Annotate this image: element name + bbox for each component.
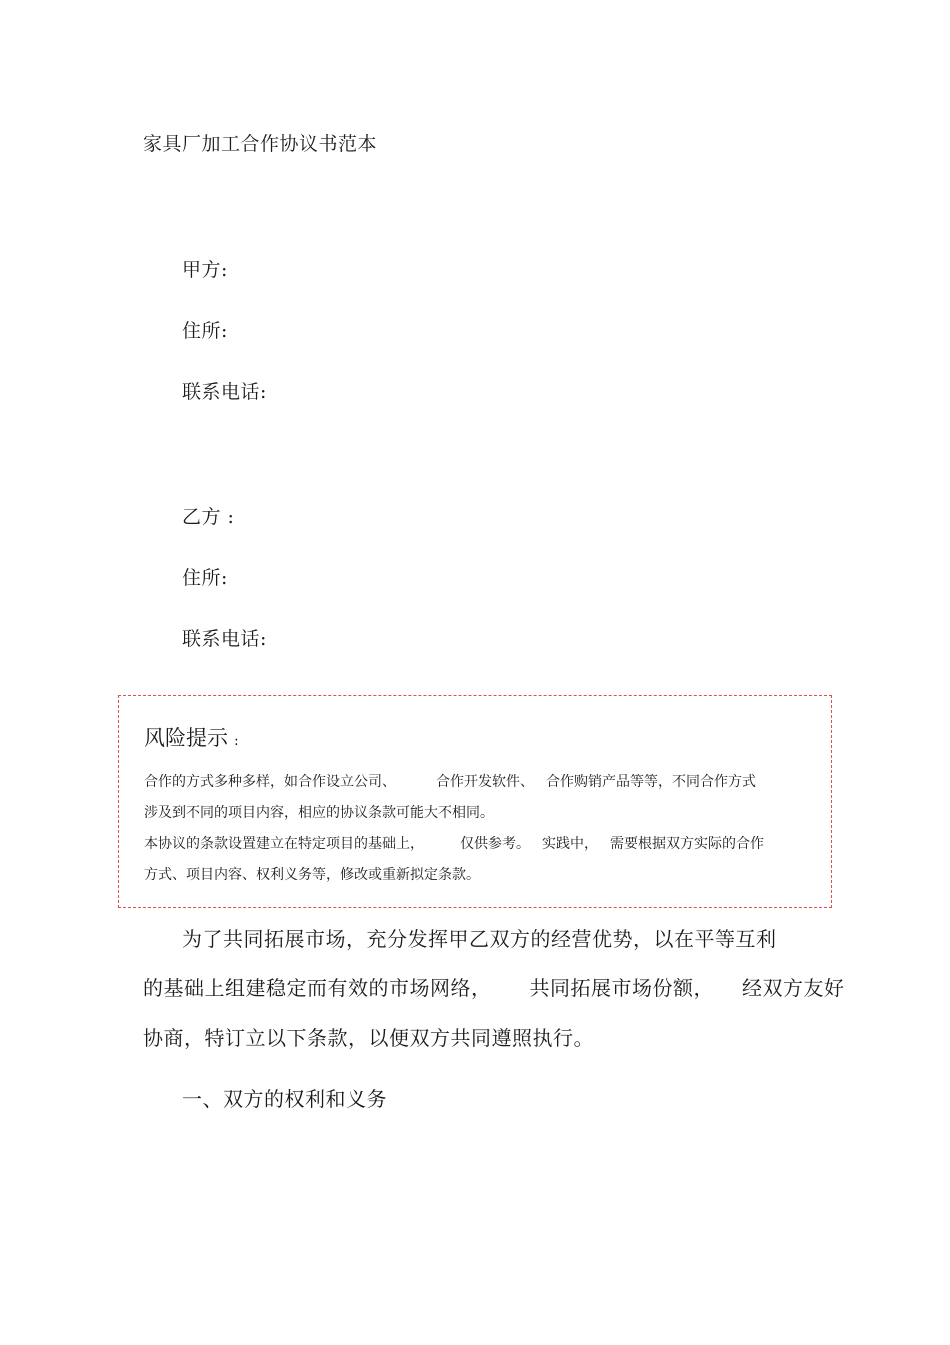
document-title: 家具厂加工合作协议书范本 bbox=[143, 133, 378, 155]
risk-line-3-part-2: 仅供参考。 bbox=[460, 836, 530, 852]
risk-line-3-part-3: 实践中， bbox=[542, 836, 598, 852]
risk-notice-title-text: 风险提示 bbox=[144, 726, 228, 750]
party-b-phone-label: 联系电话: bbox=[182, 628, 267, 650]
risk-notice-line-2: 涉及到不同的项目内容，相应的协议条款可能大不相同。 bbox=[144, 805, 494, 821]
risk-line-3-part-1: 本协议的条款设置建立在特定项目的基础上， bbox=[144, 836, 424, 852]
risk-notice-title-colon: : bbox=[234, 733, 239, 749]
preamble-line-2-part-2: 共同拓展市场份额， bbox=[529, 976, 714, 1000]
section-1-heading: 一、双方的权利和义务 bbox=[182, 1087, 387, 1111]
preamble-line-1: 为了共同拓展市场，充分发挥甲乙双方的经营优势，以在平等互利 bbox=[182, 927, 777, 951]
risk-notice-title bbox=[144, 722, 239, 752]
party-a-name-label: 甲方: bbox=[182, 259, 228, 281]
preamble-line-2-part-1: 的基础上组建稳定而有效的市场网络， bbox=[143, 976, 492, 1000]
risk-line-1-part-3: 合作购销产品等等，不同合作方式 bbox=[546, 774, 756, 790]
preamble-line-2 bbox=[143, 972, 845, 1001]
preamble-line-2-part-3: 经双方友好 bbox=[742, 976, 845, 1000]
party-a-address-label: 住所: bbox=[182, 320, 228, 342]
risk-line-1-part-1: 合作的方式多种多样，如合作设立公司、 bbox=[144, 774, 396, 790]
risk-line-1-part-2: 合作开发软件、 bbox=[436, 774, 534, 790]
party-b-name-label: 乙方 : bbox=[182, 506, 235, 528]
risk-notice-line-1 bbox=[144, 771, 756, 791]
party-b-address-label: 住所: bbox=[182, 567, 228, 589]
preamble-line-3: 协商，特订立以下条款，以便双方共同遵照执行。 bbox=[143, 1026, 594, 1050]
party-a-phone-label: 联系电话: bbox=[182, 381, 267, 403]
risk-notice-line-3 bbox=[144, 833, 764, 853]
risk-line-3-part-4: 需要根据双方实际的合作 bbox=[610, 836, 764, 852]
risk-notice-line-4: 方式、项目内容、权利义务等，修改或重新拟定条款。 bbox=[144, 867, 480, 883]
